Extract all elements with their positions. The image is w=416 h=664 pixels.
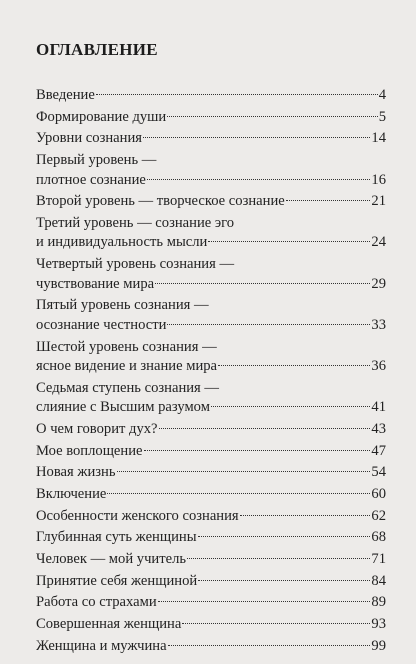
- toc-entry: [36, 420, 386, 440]
- toc-entry: [36, 637, 386, 657]
- toc-entry: [36, 550, 386, 570]
- dot-leader: [96, 94, 378, 95]
- toc-entry-line: [36, 550, 386, 570]
- toc-page-number: 68: [371, 529, 386, 546]
- dot-leader: [158, 601, 371, 602]
- dot-leader: [155, 283, 370, 284]
- toc-entry-title: Включение: [36, 485, 107, 502]
- toc-page-number: 21: [371, 193, 386, 210]
- toc-entry-line: [36, 214, 386, 234]
- toc-entry-line: [36, 171, 386, 191]
- toc-page-number: 14: [371, 130, 386, 147]
- toc-entry-title: О чем говорит дух?: [36, 420, 158, 437]
- toc-page-number: 54: [371, 464, 386, 481]
- toc-entry-title: и индивидуальность мысли: [36, 234, 208, 251]
- toc-entry-title: плотное сознание: [36, 171, 146, 188]
- dot-leader: [147, 179, 370, 180]
- toc-page-number: 36: [371, 358, 386, 374]
- toc-entry: [36, 338, 386, 377]
- toc-page-number: 5: [378, 108, 386, 125]
- toc-entry: [36, 214, 386, 253]
- toc-entry-line: [36, 442, 386, 462]
- toc-page-number: 24: [371, 234, 386, 251]
- toc-entry-title: Человек — мой учитель: [36, 551, 187, 567]
- toc-entry-line: [36, 572, 386, 592]
- toc-entry-line: [36, 463, 386, 483]
- toc-entry-title: Пятый уровень сознания —: [36, 297, 209, 314]
- toc-entry: [36, 507, 386, 527]
- toc-page-number: 16: [371, 171, 386, 188]
- toc-entry: [36, 255, 386, 294]
- toc-entry: [36, 86, 386, 106]
- toc-entry-title: Второй уровень — творческое сознание: [36, 193, 285, 210]
- toc-page-number: 4: [378, 87, 386, 103]
- toc-page-number: 89: [371, 594, 386, 611]
- dot-leader: [211, 406, 370, 407]
- toc-entry-title: Шестой уровень сознания —: [36, 338, 217, 355]
- toc-entry: [36, 151, 386, 190]
- dot-leader: [198, 580, 370, 581]
- toc-entry: [36, 108, 386, 128]
- toc-entry: [36, 192, 386, 212]
- toc-entry-title: Формирование души: [36, 108, 167, 125]
- toc-entry-line: [36, 593, 386, 613]
- dot-leader: [240, 515, 371, 516]
- toc-entry-title: слияние с Высшим разумом: [36, 399, 210, 416]
- toc-entry-title: Мое воплощение: [36, 442, 143, 459]
- toc-entry-title: Новая жизнь: [36, 464, 116, 481]
- toc-entry-line: [36, 637, 386, 657]
- toc-entry-title: осознание честности: [36, 316, 167, 333]
- toc-entry-line: [36, 485, 386, 505]
- dot-leader: [117, 471, 371, 472]
- dot-leader: [144, 450, 371, 451]
- toc-entry-line: [36, 507, 386, 527]
- toc-entry: [36, 442, 386, 462]
- toc-entry-line: [36, 108, 386, 128]
- toc-page-number: 62: [371, 507, 386, 524]
- toc-entry-line: [36, 151, 386, 171]
- toc-entry-line: [36, 275, 386, 295]
- toc-entry: [36, 463, 386, 483]
- dot-leader: [168, 645, 371, 646]
- toc-entry-line: [36, 338, 386, 358]
- dot-leader: [167, 116, 377, 117]
- toc-entry: [36, 615, 386, 635]
- toc-entry-line: [36, 255, 386, 275]
- toc-page-number: 60: [371, 485, 386, 502]
- toc-entry: [36, 296, 386, 335]
- toc-entry-title: Третий уровень — сознание эго: [36, 214, 235, 231]
- toc-entry-line: [36, 233, 386, 253]
- dot-leader: [187, 558, 370, 559]
- toc-entry-line: [36, 528, 386, 548]
- toc-page-number: 43: [371, 420, 386, 437]
- toc-entry-title: Принятие себя женщиной: [36, 572, 198, 589]
- table-of-contents: [36, 86, 386, 658]
- toc-entry-line: [36, 398, 386, 418]
- toc-entry-line: [36, 316, 386, 336]
- toc-entry-title: Работа со страхами: [36, 594, 157, 611]
- toc-entry-line: [36, 129, 386, 149]
- dot-leader: [182, 623, 370, 624]
- toc-entry: [36, 593, 386, 613]
- toc-entry-title: Введение: [36, 87, 95, 103]
- toc-page-number: 99: [371, 637, 386, 654]
- toc-entry-line: [36, 192, 386, 212]
- toc-page-number: 29: [371, 275, 386, 292]
- dot-leader: [198, 536, 371, 537]
- dot-leader: [286, 200, 371, 201]
- dot-leader: [107, 493, 370, 494]
- toc-entry-title: Первый уровень —: [36, 152, 157, 169]
- toc-entry-title: Четвертый уровень сознания —: [36, 256, 235, 273]
- toc-entry-title: Совершенная женщина: [36, 616, 182, 633]
- toc-page-number: 33: [371, 316, 386, 333]
- toc-page-number: 84: [371, 572, 386, 589]
- toc-entry-title: чувствование мира: [36, 275, 155, 292]
- toc-entry-line: [36, 615, 386, 635]
- toc-entry-title: Особенности женского сознания: [36, 507, 239, 524]
- toc-page-number: 47: [371, 442, 386, 459]
- dot-leader: [167, 324, 370, 325]
- toc-entry-title: ясное видение и знание мира: [36, 358, 218, 374]
- dot-leader: [143, 137, 370, 138]
- dot-leader: [159, 428, 371, 429]
- toc-entry-title: Глубинная суть женщины: [36, 529, 197, 546]
- toc-entry: [36, 129, 386, 149]
- dot-leader: [208, 241, 370, 242]
- toc-entry-line: [36, 296, 386, 316]
- toc-entry-line: [36, 357, 386, 377]
- page-title: ОГЛАВЛЕНИЕ: [36, 40, 158, 59]
- toc-entry: [36, 379, 386, 418]
- toc-entry: [36, 528, 386, 548]
- toc-entry-line: [36, 379, 386, 399]
- toc-entry-line: [36, 420, 386, 440]
- toc-page-number: 93: [371, 616, 386, 633]
- toc-entry: [36, 572, 386, 592]
- toc-page-number: 41: [371, 399, 386, 416]
- dot-leader: [218, 365, 370, 366]
- toc-entry-title: Уровни сознания: [36, 130, 142, 147]
- toc-entry-title: Седьмая ступень сознания —: [36, 379, 220, 396]
- toc-page-number: 71: [371, 551, 386, 567]
- toc-entry-line: [36, 86, 386, 106]
- toc-entry-title: Женщина и мужчина: [36, 637, 167, 654]
- toc-entry: [36, 485, 386, 505]
